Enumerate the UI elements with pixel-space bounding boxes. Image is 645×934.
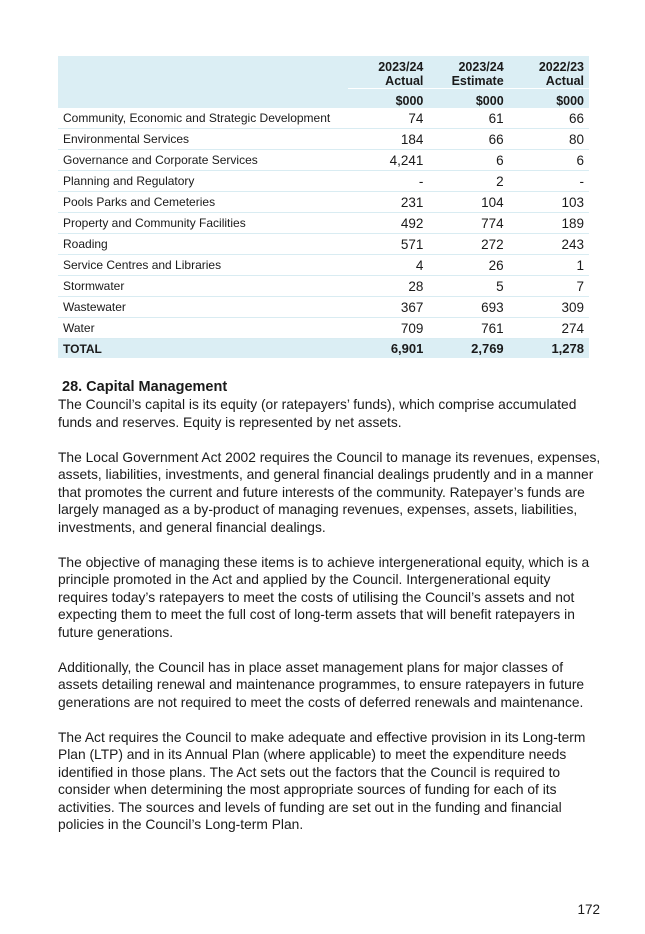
unit-label: $000 [348, 89, 428, 109]
row-label: Governance and Corporate Services [58, 150, 348, 171]
row-value: 243 [509, 234, 589, 255]
row-value: 103 [509, 192, 589, 213]
table-row [58, 150, 589, 171]
row-value: 61 [428, 108, 508, 129]
row-value: 774 [428, 213, 508, 234]
total-label: TOTAL [58, 339, 348, 359]
row-value: 80 [509, 129, 589, 150]
header-2023-24-estimate: 2023/24 Estimate [428, 56, 508, 89]
row-value: 26 [428, 255, 508, 276]
row-value: 709 [348, 318, 428, 339]
table-row [58, 171, 589, 192]
row-value: 693 [428, 297, 508, 318]
unit-label: $000 [509, 89, 589, 109]
row-value: 367 [348, 297, 428, 318]
table-unit-row [58, 89, 589, 109]
row-value: 1 [509, 255, 589, 276]
row-value: - [509, 171, 589, 192]
table-row [58, 318, 589, 339]
row-value: 4,241 [348, 150, 428, 171]
table-row [58, 108, 589, 129]
body-paragraph: The Local Government Act 2002 requires the Council to manage its revenues, expenses, assets, liabilities, investments, and general financial dealings prudently and in a manner that promotes the current and future interests of the community. Ratepayer’s funds are largely managed as a by-product of managing revenues, expenses, assets, liabilities, investments, and general financial dealings. [58, 449, 601, 535]
total-value: 1,278 [509, 339, 589, 359]
unit-label: $000 [428, 89, 508, 109]
body-paragraph: The objective of managing these items is to achieve intergenerational equity, which is a principle promoted in the Act and applied by the Council. Intergenerational equity requires today’s ratepayers to meet the costs of utilising the Council’s assets and not expecting them to meet the full cost of long-term assets that will benefit ratepayers in future generations. [58, 554, 590, 640]
row-value: - [348, 171, 428, 192]
row-value: 104 [428, 192, 508, 213]
total-value: 2,769 [428, 339, 508, 359]
expenditure-table [58, 56, 589, 358]
row-label: Roading [58, 234, 348, 255]
row-value: 2 [428, 171, 508, 192]
row-label: Water [58, 318, 348, 339]
row-value: 4 [348, 255, 428, 276]
row-value: 7 [509, 276, 589, 297]
row-label: Stormwater [58, 276, 348, 297]
row-label: Property and Community Facilities [58, 213, 348, 234]
row-value: 231 [348, 192, 428, 213]
header-blank [58, 56, 348, 89]
total-value: 6,901 [348, 339, 428, 359]
row-value: 28 [348, 276, 428, 297]
table-row [58, 213, 589, 234]
header-2022-23-actual: 2022/23 Actual [509, 56, 589, 89]
total-row [58, 339, 589, 359]
row-value: 6 [428, 150, 508, 171]
capital-management-section [58, 378, 603, 851]
row-value: 761 [428, 318, 508, 339]
row-value: 74 [348, 108, 428, 129]
section-heading: 28. Capital Management [62, 379, 228, 395]
body-paragraph: The Council’s capital is its equity (or ratepayers’ funds), which comprise accumulated funds and reserves. Equity is represented by net assets. [58, 397, 577, 430]
row-value: 66 [509, 108, 589, 129]
row-label: Wastewater [58, 297, 348, 318]
table-header-row [58, 56, 589, 89]
row-label: Pools Parks and Cemeteries [58, 192, 348, 213]
row-value: 6 [509, 150, 589, 171]
row-value: 571 [348, 234, 428, 255]
table-row [58, 297, 589, 318]
table-row [58, 129, 589, 150]
row-value: 66 [428, 129, 508, 150]
row-label: Service Centres and Libraries [58, 255, 348, 276]
row-value: 5 [428, 276, 508, 297]
table-row [58, 234, 589, 255]
row-value: 309 [509, 297, 589, 318]
row-value: 274 [509, 318, 589, 339]
table-row [58, 255, 589, 276]
row-value: 184 [348, 129, 428, 150]
row-value: 272 [428, 234, 508, 255]
header-2023-24-actual: 2023/24 Actual [348, 56, 428, 89]
page-number: 172 [577, 902, 600, 917]
body-paragraph: Additionally, the Council has in place asset management plans for major classes of assets detailing renewal and maintenance programmes, to ensure ratepayers in future generations are not required to meet the costs of deferred renewals and maintenance. [58, 659, 585, 710]
row-label: Planning and Regulatory [58, 171, 348, 192]
row-label: Community, Economic and Strategic Development [58, 108, 348, 129]
row-label: Environmental Services [58, 129, 348, 150]
table-row [58, 192, 589, 213]
row-value: 189 [509, 213, 589, 234]
row-value: 492 [348, 213, 428, 234]
body-paragraph: The Act requires the Council to make adequate and effective provision in its Long-term Plan (LTP) and in its Annual Plan (where applicable) to meet the expenditure needs identified in those plans. The Act sets out the factors that the Council is required to consider when determining the most appropriate sources of funding for each of its activities. The sources and levels of funding are set out in the funding and financial policies in the Council’s Long-term Plan. [58, 729, 586, 832]
table-row [58, 276, 589, 297]
unit-blank [58, 89, 348, 109]
